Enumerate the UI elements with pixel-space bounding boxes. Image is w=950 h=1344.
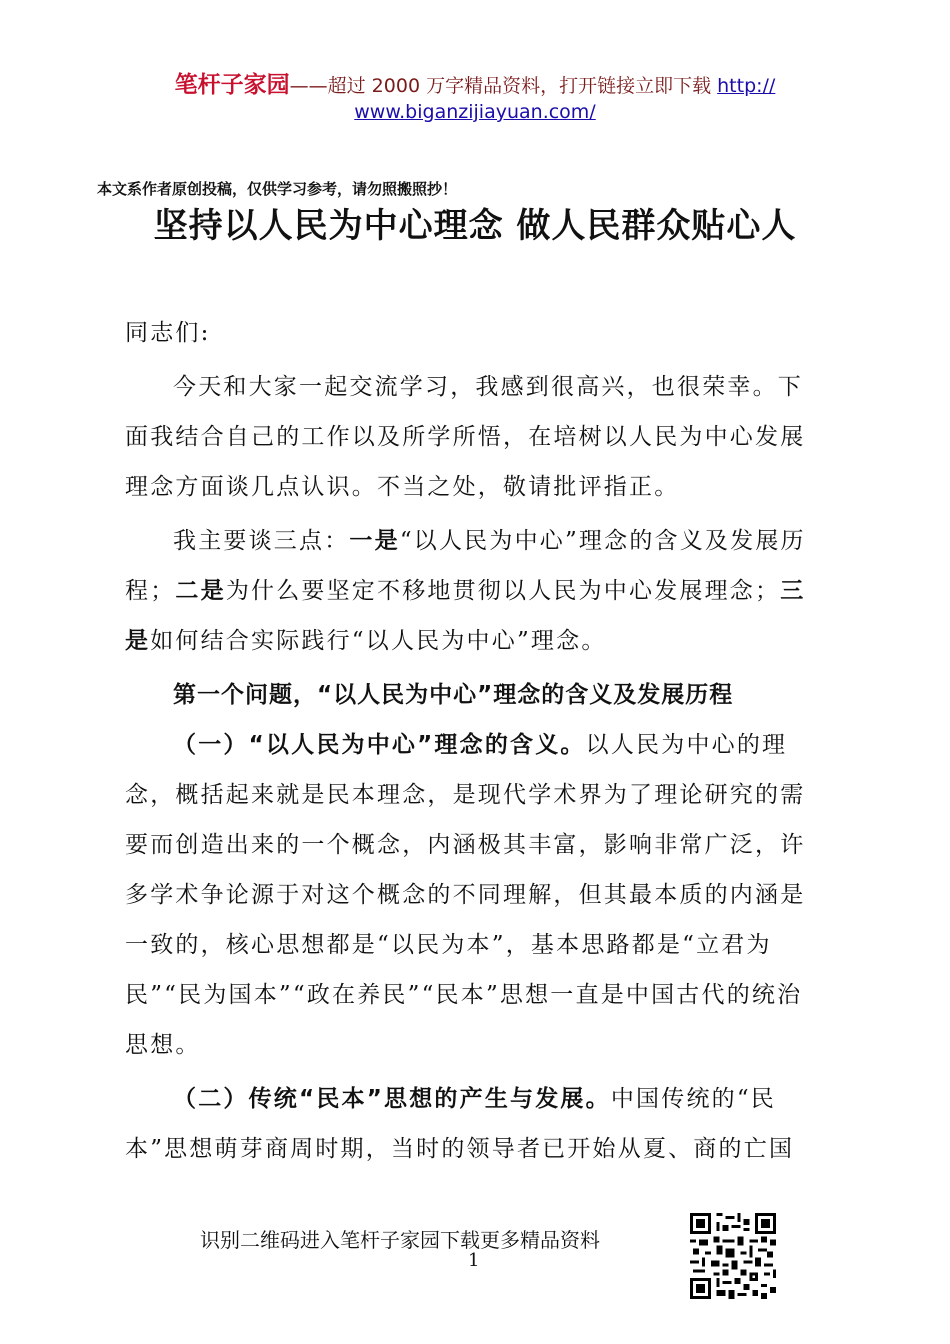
point-label-1: 一是 (349, 528, 400, 554)
paragraph-outline: 我主要谈三点：一是“以人民为中心”理念的含义及发展历程；二是为什么要坚定不移地贯彻以人民为中心发展理念；三是如何结合实际践行“以人民为中心”理念。 (125, 528, 806, 654)
website-link-prefix[interactable]: http:// (717, 75, 776, 97)
subsection-heading-1: （一）“以人民为中心”理念的含义。 (173, 732, 586, 758)
qr-code-icon[interactable] (690, 1213, 776, 1299)
document-title: 坚持以人民为中心理念 做人民群众贴心人 (153, 206, 797, 246)
point-label-3: 三是 (125, 578, 806, 654)
paragraph-section-2: （二）传统“民本”思想的产生与发展。中国传统的“民本”思想萌芽商周时期，当时的领导者已开始从夏、商的亡国 (125, 1086, 795, 1162)
brand-name: 笔杆子家园 (174, 72, 290, 98)
footer-caption: 识别二维码进入笔杆子家园下载更多精品资料 (200, 1228, 600, 1252)
website-link[interactable]: www.biganzijiayuan.com/ (354, 101, 596, 123)
document-body (125, 308, 827, 1174)
point-label-2: 二是 (175, 578, 226, 604)
copyright-notice: 本文系作者原创投稿，仅供学习参考，请勿照搬照抄！ (97, 180, 458, 198)
section-heading: 第一个问题，“以人民为中心”理念的含义及发展历程 (173, 682, 734, 708)
greeting: 同志们: (125, 320, 211, 346)
site-banner (0, 72, 950, 125)
banner-line-1 (0, 72, 950, 99)
paragraph-intro: 今天和大家一起交流学习，我感到很高兴，也很荣幸。下面我结合自己的工作以及所学所悟，在培树以人民为中心发展理念方面谈几点认识。不当之处，敬请批评指正。 (125, 374, 806, 500)
page-number: 1 (468, 1250, 480, 1271)
paragraph-section-1: （一）“以人民为中心”理念的含义。以人民为中心的理念，概括起来就是民本理念，是现代学术界为了理论研究的需要而创造出来的一个概念，内涵极其丰富，影响非常广泛，许多学术争论源于对这个概念的不同理解，但其最本质的内涵是一致的，核心思想都是“以民为本”，基本思路都是“立君为民”“民为国本”“政在养民”“民本”思想一直是中国古代的统治思想。 (125, 732, 806, 1058)
subsection-heading-2: （二）传统“民本”思想的产生与发展。 (173, 1086, 611, 1112)
banner-tagline: ——超过 2000 万字精品资料，打开链接立即下载 (289, 75, 718, 97)
banner-line-2 (0, 99, 950, 125)
